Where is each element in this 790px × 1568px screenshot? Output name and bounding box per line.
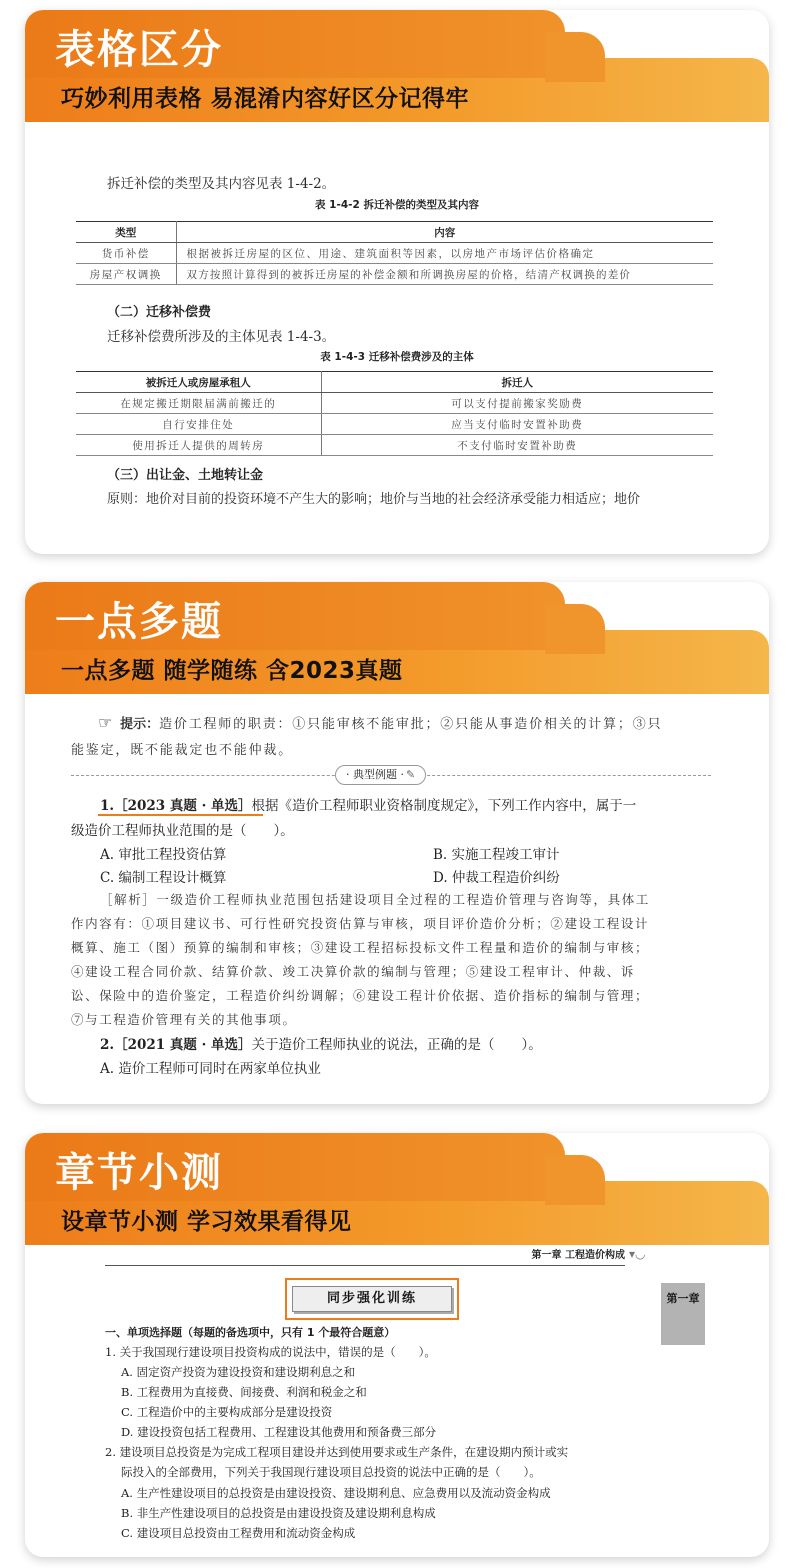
table-cell: 双方按照计算得到的被拆迁房屋的补偿金额和所调换房屋的价格，结清产权调换的差价: [176, 264, 713, 285]
pointing-hand-icon: ☞: [98, 713, 115, 732]
quiz-option: A. 固定资产投资为建设投资和建设期利息之和: [121, 1365, 356, 1379]
question-text-cont: 级造价工程师执业范围的是（ ）。: [71, 823, 294, 839]
analysis-line: 概算、施工（图）预算的编制和审核；③建设工程招标投标文件工程量和造价的编制与审核；: [71, 940, 650, 955]
table-header-cell: 内容: [176, 222, 713, 243]
table-row: [76, 393, 713, 414]
section-title: 一点多题: [55, 599, 223, 645]
table-cell: 在规定搬迁期限届满前搬迁的: [76, 393, 321, 414]
relocation-table: [76, 371, 713, 456]
table-header-cell: 类型: [76, 222, 176, 243]
quiz-option: B. 工程费用为直接费、间接费、利润和税金之和: [121, 1385, 367, 1399]
quiz-option: C. 建设项目总投资由工程费用和流动资金构成: [121, 1526, 356, 1540]
hint-label: 提示：: [120, 717, 160, 732]
intro-text: 拆迁补偿的类型及其内容见表 1-4-2。: [107, 176, 336, 192]
quiz-option: D. 建设投资包括工程费用、工程建设其他费用和预备费三部分: [121, 1425, 437, 1439]
question-text: 关于造价工程师执业的说法，正确的是（ ）。: [251, 1037, 542, 1053]
quiz-question-2: 2. 建设项目总投资是为完成工程项目建设并达到使用要求或生产条件，在建设期内预计或实: [105, 1445, 569, 1459]
section-box-title: 同步强化训练: [292, 1286, 452, 1312]
table-header-cell: 被拆迁人或房屋承租人: [76, 372, 321, 393]
part-title: 一、单项选择题（每题的备选项中，只有 1 个最符合题意）: [105, 1326, 396, 1339]
book-icon: ▾◡: [629, 1247, 646, 1261]
principle-text: 原则：地价对目前的投资环境不产生大的影响；地价与当地的社会经济承受能力相适应；地价: [107, 492, 641, 507]
section-header: [25, 1133, 769, 1245]
table-cell: 可以支付提前搬家奖励费: [321, 393, 713, 414]
section-card-questions: [25, 582, 769, 1104]
quiz-question-1: 1. 关于我国现行建设项目投资构成的说法中，错误的是（ ）。: [105, 1345, 436, 1359]
pencil-icon: ✎: [406, 768, 416, 781]
hint-text: 造价工程师的职责：①只能审核不能审批；②只能从事造价相关的计算；③只: [159, 717, 663, 732]
table-cell: 自行安排住处: [76, 414, 321, 435]
table-cell: 货币补偿: [76, 243, 176, 264]
example-tag: [335, 765, 426, 785]
table-cell: 使用拆迁人提供的周转房: [76, 435, 321, 456]
section-box: [285, 1278, 459, 1320]
table-header-cell: 拆迁人: [321, 372, 713, 393]
table-caption: 表 1-4-3 迁移补偿费涉及的主体: [320, 351, 474, 363]
question-2: [100, 1033, 542, 1053]
analysis-line: ④建设工程合同价款、结算价款、竣工决算价款的编制与管理；⑤建设工程审计、仲裁、诉: [71, 964, 636, 979]
option-a: A. 造价工程师可同时在两家单位执业: [100, 1061, 321, 1077]
table-row: [76, 264, 713, 285]
chapter-header: 第一章 工程造价构成: [531, 1250, 625, 1261]
quiz-option: C. 工程造价中的主要构成部分是建设投资: [121, 1405, 333, 1419]
table-cell: 不支付临时安置补助费: [321, 435, 713, 456]
running-header: [105, 1246, 625, 1266]
section-subtitle: 一点多题 随学随练 含2023真题: [61, 658, 403, 684]
table-cell: 应当支付临时安置补助费: [321, 414, 713, 435]
analysis-line: ⑦与工程造价管理有关的其他事项。: [71, 1012, 297, 1027]
table-header-row: [76, 222, 713, 243]
section-title: 章节小测: [55, 1150, 223, 1196]
section-subtitle: 设章节小测 学习效果看得见: [61, 1209, 352, 1235]
table-caption: 表 1-4-2 拆迁补偿的类型及其内容: [315, 199, 479, 211]
intro-text: 迁移补偿费所涉及的主体见表 1-4-3。: [107, 329, 336, 345]
subheading: （二）迁移补偿费: [107, 305, 212, 320]
analysis-line: 讼、保险中的造价鉴定，工程造价纠纷调解；⑥建设工程计价依据、造价指标的编制与管理；: [71, 988, 650, 1003]
table-row: [76, 435, 713, 456]
quiz-option: B. 非生产性建设项目的总投资是由建设投资及建设期利息构成: [121, 1506, 436, 1520]
section-title: 表格区分: [55, 27, 223, 73]
subheading: （三）出让金、土地转让金: [107, 468, 264, 483]
option-c: C. 编制工程设计概算: [100, 870, 227, 886]
hint-text-cont: 能鉴定，既不能裁定也不能仲裁。: [71, 743, 294, 758]
option-a: A. 审批工程投资估算: [100, 847, 227, 863]
question-number: 2.［2021 真题 · 单选］: [100, 1037, 252, 1053]
section-header: [25, 582, 769, 694]
highlight-underline: [98, 814, 263, 816]
section-header: [25, 10, 769, 122]
quiz-question-2-cont: 际投入的全部费用，下列关于我国现行建设项目总投资的说法中正确的是（ ）。: [121, 1465, 541, 1479]
table-header-row: [76, 372, 713, 393]
table-row: [76, 414, 713, 435]
quiz-option: A. 生产性建设项目的总投资是由建设投资、建设期利息、应急费用以及流动资金构成: [121, 1486, 551, 1500]
compensation-table: [76, 221, 713, 285]
question-1: [100, 794, 636, 814]
analysis-line: 作内容有：①项目建议书、可行性研究投资估算与审核，项目评价造价分析；②建设工程设计: [71, 916, 650, 931]
chapter-side-tab: 第一章: [661, 1283, 705, 1345]
option-d: D. 仲裁工程造价纠纷: [433, 870, 560, 886]
question-text: 根据《造价工程师职业资格制度规定》，下列工作内容中，属于一: [251, 798, 637, 814]
question-number: 1.［2023 真题 · 单选］: [100, 798, 252, 814]
table-cell: 根据被拆迁房屋的区位、用途、建筑面积等因素，以房地产市场评估价格确定: [176, 243, 713, 264]
table-cell: 房屋产权调换: [76, 264, 176, 285]
analysis-line: ［解析］一级造价工程师执业范围包括建设项目全过程的工程造价管理与咨询等，具体工: [100, 892, 650, 907]
table-row: [76, 243, 713, 264]
example-tag-label: · 典型例题 ·: [346, 768, 404, 781]
section-card-quiz: [25, 1133, 769, 1557]
section-subtitle: 巧妙利用表格 易混淆内容好区分记得牢: [61, 86, 470, 112]
section-card-table: [25, 10, 769, 554]
option-b: B. 实施工程竣工审计: [433, 847, 560, 863]
hint-line: [98, 713, 662, 732]
